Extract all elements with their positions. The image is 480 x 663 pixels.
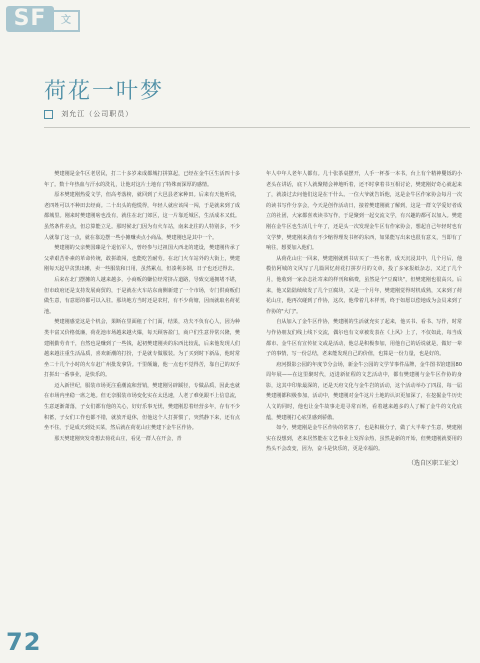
article-title: 荷花一叶梦 <box>44 79 165 104</box>
page-number: 72 <box>6 628 42 656</box>
paragraph: 原本樊建刚热爱文学，但高考落榜，就回到了大邑县老家种田。后来有天他听说，老四姓可以不种田去经商。二十出头的他慌得，年轻人就应该闯一闯，于是就来到了成都城里。刚来时樊建刚啥也没有，就住在北门郊区，这一片靠近城区，生活成本又低。虽然条件差点，但总算能立足。那时候北门因为有火车站，南来北往的人特别多，不少人就靠了这一点，就在靠边摆一些小摊赚卖点小商品，樊建刚也是其中一个。 <box>44 192 240 241</box>
article-column-left <box>44 169 240 444</box>
paragraph: 樊建刚是金牛区老居民，打二十多岁来成都城打拼算起，已经在金牛区生活四十多年了。数十年热血与汗水的洗礼，让他对这片土地有了特殊而深厚的感情。 <box>44 171 240 188</box>
author-name: 刘允江（公司职员） <box>61 110 134 118</box>
paragraph: 如今，樊建刚是金牛区作协的常客了，也是积极分子，做了大半辈子生意，樊建刚实在没想到，老来居然能在文艺事业上发挥余热，虽然是新的开始，但樊建刚就要用的热头不会改变，因为，奋斗是快乐的，更是幸福的。 <box>266 425 462 453</box>
paragraph: 府河摄影公园的年度节分会场，新金牛公园的文学节事件品牌，金牛图书馆建国80周年展——在这里聚时代，迈进新征程的文艺活动中，都有樊建刚与金牛区作协的身影，这其中印象最深的，还是天府文化与金牛岩的活动，这个活动举办了四届，每一届樊建刚都积极参加，活动中，樊建刚对金牛这片土地的认识更加深了，在挖掘金牛历史人文的同时，他也让金牛故事走进寻常百姓，看着越来越多的人了解了金牛的文化底蕴，樊建刚打心底里感到骄傲。 <box>266 361 462 421</box>
paragraph: 后来在北门摆摊的人越来越多，小商贩的嫌位经常挤占道路，导致交通拥堵不堪，但市政府还是支持发展商贸的，于是就在火车站东南侧新建了一个市场，专门供商贩们做生意，有意愿的都可以入驻。那块地方当时还是农村，有不少荷塘，因而就取名荷花池。 <box>44 276 240 315</box>
paragraph: 迈入新世纪，服装市场更注重潮流和营销，樊建刚另辟蹊径，专做品质，因此也就在市场内坐稳一席之地。但无奈服装市场变化实在太迅速，人老了难免跟不上信息流，生意逐渐萧落，子女们都有他的关心，好好乐事无忧，樊建刚思着经营多年，存有不少积蓄，子女们工作也都不错，就放开退休，但他这个人打拼惯了，突然静下来，还有点坐不住，于是成天到处买菜，然后就在荷花山庄樊建下金牛区作协。 <box>44 382 240 432</box>
paragraph: 年人中年人老年人都有。几十张茶桌摆开，人手一杯茶一本书，台上有个精神矍铄的小老头在讲话，底下人就聚精会神地听着，还不时拿着书互相讨论，樊建刚好奇心就起来了，就凑过去问他们这是在干什么。一位大爷就告诉他，这是金牛区作家协会每月一次的读书写作分享会，今天是创作活动日，接着樊建刚就了解到，这是一群文学爱好者成立的社团，大家都喜欢读书写作，于是聚到一起交流文学，有兴趣的都可以加入。樊建刚在金牛区也生活几十年了，还是头一次发现金牛区有作家协会，想起自己年轻时也有文学梦，樊建刚来劲有不少缩得理发书杯的东西，如果能写出来也很有意义，当即有了响往，想要加入他们。 <box>266 171 462 252</box>
paragraph: 樊建刚感觉这是个机会，果断在里面租了个门面，结果，功夫不负有心人，因为种类丰富又价格低廉，荷花池市场越来越火爆，每天顾客盈门，商户们生意异常兴隆，樊建刚勤劳肯干，自然也是赚到了一些钱，起初樊建刚卖的东西比较乱，后来他发现人们越来越注重生活品质，喜欢新潮的打扮，于是就专做服装。为了买到时下新品，他时常坐二十几个小时的火车赶广州批发拿货。干里颠簸，他一点也不觉得苦，靠自己的双手打拼出一番事业，是快乐的。 <box>44 319 240 379</box>
title-divider <box>44 127 470 128</box>
section-logo <box>4 4 82 34</box>
seal-icon: 文 <box>52 10 80 32</box>
paragraph: 那天樊建刚突发奇想去荷花山庄，看见一群人在开会，青 <box>54 435 182 442</box>
article-column-right <box>266 169 462 470</box>
paragraph: 自从加入了金牛区作协，樊建刚的生活就充实了起来，他买书、看书、写作，时常与作协朋友们线上线下交流，偶尔也有文章被发表在《上风》上了，不仅如此，每当成都市、金牛区有宣传征文或是活动，他总是积极参加，用他自己的话说就是，做好一辈子的事情，写一份总结，老来能发现自己的价值，也算是一份力量，也是好的。 <box>266 319 462 358</box>
square-bullet-icon <box>44 110 53 119</box>
section-logo-sf: SF <box>6 6 54 32</box>
source-note: （选自区职工征文） <box>407 460 462 468</box>
paragraph: 樊建刚的父亲樊国臻是个退伍军人，曾经参与过祖国大西北的建设，樊建刚传承了父辈艰苦朴素的革命传统，敢拼敢闯，也能吃苦耐劳。在北门火车站外的大街上，樊建刚每天起早贪黑出摊，卖一些服装和日用，虽然累点，但凑利多钢，日子也还过得去。 <box>44 245 240 273</box>
byline <box>44 109 133 123</box>
paragraph: 从荷花山庄一回来，樊建刚就到书店买了一些名著，成天沉浸其中，几个月后，他模仿阿城的文风写了几篇回忆荷花打拼岁月的文章，投了多家报纸杂志，又过了几个月，他收到一家杂志社寄来的样刊和稿费，虽然是个"豆腐块"，但樊建刚也很高兴。后来，他又陆陆续续发了几个豆腐块，又是一个月年，樊建刚觉得时机成熟，又来到了荷花山庄，他再次碰到了作协，这次，他带着几本样刊，终于如愿以偿地成为会员来到了作协的"大门"。 <box>266 255 462 315</box>
